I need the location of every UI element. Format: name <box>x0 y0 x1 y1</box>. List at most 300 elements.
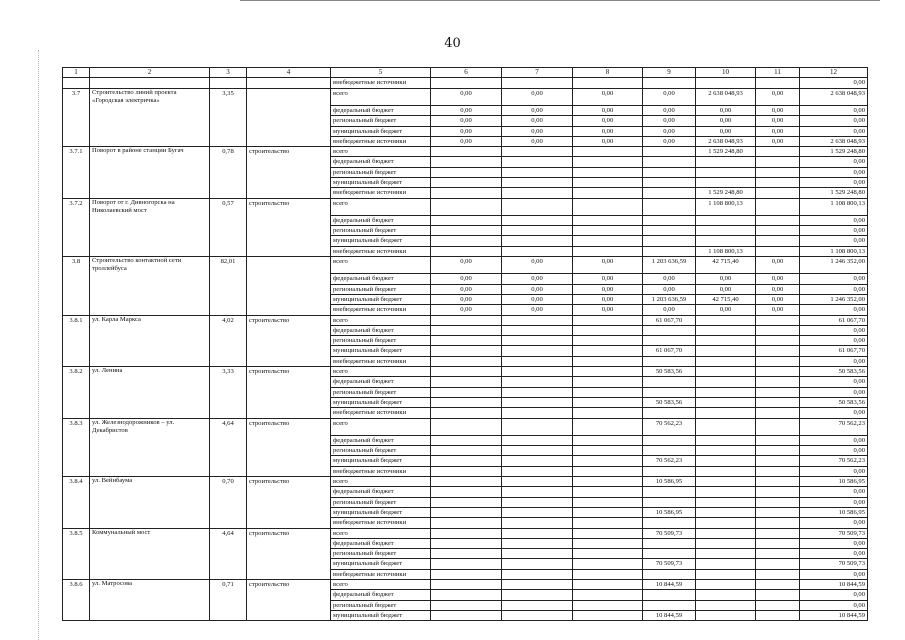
value-cell <box>502 315 573 325</box>
value-cell <box>573 346 643 356</box>
total-cell: 0,00 <box>800 518 868 528</box>
item-number-cell: 3.8 <box>63 257 90 274</box>
table-row <box>63 518 868 528</box>
value-cell <box>696 435 756 445</box>
length-cell: 0,70 <box>210 477 247 487</box>
value-cell <box>431 397 502 407</box>
value-cell <box>696 487 756 497</box>
value-cell <box>573 397 643 407</box>
table-row <box>63 497 868 507</box>
value-cell <box>756 236 800 246</box>
item-name-cell: ул. Вейнбаума <box>90 477 210 487</box>
table-row <box>63 590 868 600</box>
header-cell: 10 <box>696 68 756 78</box>
value-cell <box>431 157 502 167</box>
value-cell <box>696 559 756 569</box>
value-cell <box>696 507 756 517</box>
value-cell <box>696 167 756 177</box>
value-cell <box>573 336 643 346</box>
item-name-cell: ул. Железнодорожников – ул. Декабристов <box>90 418 210 435</box>
total-cell: 70 562,23 <box>800 418 868 435</box>
value-cell <box>573 538 643 548</box>
total-cell: 0,00 <box>800 305 868 315</box>
total-cell: 0,00 <box>800 466 868 476</box>
source-cell: всего <box>331 147 431 157</box>
value-cell <box>756 377 800 387</box>
total-cell: 0,00 <box>800 105 868 115</box>
source-cell: внебюджетные источники <box>331 408 431 418</box>
value-cell: 1 203 636,59 <box>643 257 696 274</box>
table-row <box>63 397 868 407</box>
total-cell: 0,00 <box>800 497 868 507</box>
value-cell: 0,00 <box>756 116 800 126</box>
value-cell <box>431 226 502 236</box>
value-cell <box>696 466 756 476</box>
value-cell <box>502 507 573 517</box>
value-cell <box>573 569 643 579</box>
value-cell <box>431 418 502 435</box>
work-type-cell: строительство <box>247 477 331 487</box>
value-cell <box>502 435 573 445</box>
value-cell <box>573 507 643 517</box>
value-cell <box>696 377 756 387</box>
value-cell <box>431 346 502 356</box>
value-cell <box>573 325 643 335</box>
value-cell: 42 715,40 <box>696 294 756 304</box>
source-cell: федеральный бюджет <box>331 487 431 497</box>
value-cell <box>573 549 643 559</box>
value-cell: 0,00 <box>502 284 573 294</box>
value-cell <box>573 580 643 590</box>
work-type-cell: строительство <box>247 580 331 590</box>
value-cell: 1 108 800,13 <box>696 198 756 215</box>
value-cell <box>431 325 502 335</box>
value-cell: 0,00 <box>431 126 502 136</box>
value-cell <box>573 387 643 397</box>
source-cell: региональный бюджет <box>331 549 431 559</box>
value-cell <box>756 507 800 517</box>
item-number-cell: 3.7.2 <box>63 198 90 215</box>
value-cell <box>431 188 502 198</box>
value-cell <box>643 435 696 445</box>
value-cell <box>502 177 573 187</box>
value-cell <box>431 456 502 466</box>
table-row <box>63 284 868 294</box>
value-cell <box>431 538 502 548</box>
value-cell <box>502 418 573 435</box>
value-cell <box>502 559 573 569</box>
header-cell: 11 <box>756 68 800 78</box>
value-cell <box>643 177 696 187</box>
table-row <box>63 435 868 445</box>
value-cell <box>573 198 643 215</box>
value-cell: 42 715,40 <box>696 257 756 274</box>
value-cell <box>643 518 696 528</box>
work-type-cell <box>247 88 331 105</box>
table-row <box>63 559 868 569</box>
value-cell: 61 067,70 <box>643 315 696 325</box>
source-cell: внебюджетные источники <box>331 356 431 366</box>
value-cell <box>643 198 696 215</box>
value-cell <box>573 466 643 476</box>
value-cell <box>696 518 756 528</box>
value-cell <box>756 600 800 610</box>
table-row <box>63 198 868 215</box>
table-row <box>63 167 868 177</box>
source-cell: всего <box>331 367 431 377</box>
value-cell: 0,00 <box>573 284 643 294</box>
total-cell: 0,00 <box>800 226 868 236</box>
table-row <box>63 177 868 187</box>
value-cell <box>573 246 643 256</box>
value-cell <box>573 167 643 177</box>
total-cell: 0,00 <box>800 116 868 126</box>
value-cell <box>643 356 696 366</box>
value-cell: 10 844,59 <box>643 580 696 590</box>
value-cell <box>431 610 502 620</box>
value-cell: 0,00 <box>643 126 696 136</box>
value-cell <box>502 538 573 548</box>
value-cell <box>502 147 573 157</box>
value-cell <box>431 377 502 387</box>
source-cell: муниципальный бюджет <box>331 397 431 407</box>
value-cell <box>502 600 573 610</box>
value-cell: 0,00 <box>573 88 643 105</box>
table-row <box>63 456 868 466</box>
value-cell <box>502 198 573 215</box>
value-cell <box>696 315 756 325</box>
length-cell: 4,64 <box>210 418 247 435</box>
value-cell: 0,00 <box>502 257 573 274</box>
value-cell <box>573 177 643 187</box>
value-cell <box>431 446 502 456</box>
value-cell <box>431 387 502 397</box>
value-cell: 2 638 048,93 <box>696 88 756 105</box>
total-cell: 0,00 <box>800 590 868 600</box>
table-row <box>63 538 868 548</box>
value-cell: 0,00 <box>502 116 573 126</box>
value-cell <box>431 477 502 487</box>
total-cell: 61 067,70 <box>800 315 868 325</box>
value-cell <box>756 466 800 476</box>
value-cell: 0,00 <box>573 136 643 146</box>
total-cell: 0,00 <box>800 387 868 397</box>
source-cell: федеральный бюджет <box>331 157 431 167</box>
value-cell <box>573 610 643 620</box>
value-cell <box>502 580 573 590</box>
total-cell: 0,00 <box>800 356 868 366</box>
value-cell: 0,00 <box>573 126 643 136</box>
header-cell: 8 <box>573 68 643 78</box>
value-cell <box>573 418 643 435</box>
table-row <box>63 487 868 497</box>
value-cell <box>643 600 696 610</box>
value-cell <box>573 236 643 246</box>
value-cell <box>502 236 573 246</box>
item-name-cell: ул. Ленина <box>90 367 210 377</box>
value-cell <box>643 157 696 167</box>
value-cell <box>643 466 696 476</box>
value-cell <box>502 325 573 335</box>
work-type-cell: строительство <box>247 198 331 215</box>
value-cell <box>696 177 756 187</box>
value-cell <box>502 377 573 387</box>
value-cell <box>431 569 502 579</box>
value-cell: 0,00 <box>696 126 756 136</box>
value-cell <box>643 446 696 456</box>
source-cell: внебюджетные источники <box>331 188 431 198</box>
item-number-cell: 3.8.3 <box>63 418 90 435</box>
total-cell: 0,00 <box>800 177 868 187</box>
source-cell: всего <box>331 257 431 274</box>
length-cell: 82,01 <box>210 257 247 274</box>
total-cell: 0,00 <box>800 408 868 418</box>
value-cell: 0,00 <box>573 294 643 304</box>
length-cell: 0,57 <box>210 198 247 215</box>
header-row <box>63 68 868 78</box>
value-cell <box>573 528 643 538</box>
item-number-cell: 3.8.4 <box>63 477 90 487</box>
value-cell <box>696 590 756 600</box>
table-row <box>63 446 868 456</box>
value-cell <box>696 397 756 407</box>
source-cell: муниципальный бюджет <box>331 294 431 304</box>
source-cell: всего <box>331 88 431 105</box>
value-cell <box>431 466 502 476</box>
value-cell <box>573 435 643 445</box>
total-cell: 0,00 <box>800 549 868 559</box>
table-row <box>63 305 868 315</box>
value-cell <box>696 325 756 335</box>
value-cell <box>756 528 800 538</box>
value-cell: 0,00 <box>573 274 643 284</box>
table-row <box>63 507 868 517</box>
total-cell: 0,00 <box>800 446 868 456</box>
value-cell <box>643 325 696 335</box>
source-cell: федеральный бюджет <box>331 538 431 548</box>
source-cell: всего <box>331 418 431 435</box>
value-cell: 0,00 <box>502 88 573 105</box>
value-cell <box>756 356 800 366</box>
total-cell: 10 844,59 <box>800 610 868 620</box>
source-cell: всего <box>331 477 431 487</box>
total-cell: 10 844,59 <box>800 580 868 590</box>
value-cell: 0,00 <box>502 136 573 146</box>
work-type-cell: строительство <box>247 315 331 325</box>
value-cell <box>756 518 800 528</box>
value-cell: 1 203 636,59 <box>643 294 696 304</box>
total-cell: 0,00 <box>800 435 868 445</box>
source-cell: региональный бюджет <box>331 167 431 177</box>
value-cell <box>573 377 643 387</box>
total-cell: 1 108 800,13 <box>800 246 868 256</box>
value-cell <box>756 336 800 346</box>
source-cell: муниципальный бюджет <box>331 126 431 136</box>
source-cell: муниципальный бюджет <box>331 177 431 187</box>
header-cell: 1 <box>63 68 90 78</box>
item-name-cell: Поворот от г. Дивногорска на Николаевский мост <box>90 198 210 215</box>
item-number-cell: 3.7.1 <box>63 147 90 157</box>
total-cell: 0,00 <box>800 236 868 246</box>
value-cell <box>573 446 643 456</box>
value-cell <box>431 356 502 366</box>
value-cell: 0,00 <box>756 136 800 146</box>
table-row <box>63 78 868 88</box>
source-cell: муниципальный бюджет <box>331 610 431 620</box>
value-cell <box>696 580 756 590</box>
value-cell: 0,00 <box>431 105 502 115</box>
source-cell: муниципальный бюджет <box>331 456 431 466</box>
source-cell: региональный бюджет <box>331 497 431 507</box>
value-cell: 0,00 <box>756 294 800 304</box>
total-cell: 50 583,56 <box>800 397 868 407</box>
value-cell <box>431 315 502 325</box>
value-cell <box>643 215 696 225</box>
source-cell: федеральный бюджет <box>331 215 431 225</box>
source-cell: федеральный бюджет <box>331 274 431 284</box>
source-cell: региональный бюджет <box>331 116 431 126</box>
budget-table <box>62 67 868 621</box>
value-cell <box>502 528 573 538</box>
source-cell: региональный бюджет <box>331 446 431 456</box>
value-cell <box>502 167 573 177</box>
value-cell: 2 638 048,93 <box>696 136 756 146</box>
table-row <box>63 157 868 167</box>
value-cell <box>573 590 643 600</box>
total-cell: 0,00 <box>800 274 868 284</box>
value-cell <box>756 346 800 356</box>
source-cell: региональный бюджет <box>331 336 431 346</box>
value-cell <box>502 408 573 418</box>
header-cell: 6 <box>431 68 502 78</box>
value-cell <box>756 549 800 559</box>
value-cell <box>643 188 696 198</box>
total-cell: 0,00 <box>800 569 868 579</box>
value-cell: 50 583,56 <box>643 367 696 377</box>
value-cell <box>502 397 573 407</box>
value-cell <box>431 167 502 177</box>
total-cell: 70 509,73 <box>800 528 868 538</box>
value-cell: 10 586,95 <box>643 507 696 517</box>
total-cell: 10 586,95 <box>800 507 868 517</box>
value-cell: 0,00 <box>756 257 800 274</box>
source-cell: региональный бюджет <box>331 600 431 610</box>
value-cell <box>431 549 502 559</box>
value-cell <box>696 157 756 167</box>
value-cell <box>502 387 573 397</box>
source-cell: всего <box>331 198 431 215</box>
value-cell <box>573 477 643 487</box>
source-cell: федеральный бюджет <box>331 435 431 445</box>
value-cell <box>573 315 643 325</box>
value-cell <box>756 477 800 487</box>
value-cell <box>431 336 502 346</box>
value-cell: 0,00 <box>756 284 800 294</box>
header-cell: 9 <box>643 68 696 78</box>
value-cell <box>756 559 800 569</box>
value-cell: 0,00 <box>431 284 502 294</box>
header-cell: 4 <box>247 68 331 78</box>
table-row <box>63 147 868 157</box>
value-cell: 0,00 <box>643 88 696 105</box>
value-cell <box>696 528 756 538</box>
source-cell: федеральный бюджет <box>331 377 431 387</box>
table-row <box>63 325 868 335</box>
source-cell: муниципальный бюджет <box>331 559 431 569</box>
table-row <box>63 215 868 225</box>
value-cell: 0,00 <box>696 284 756 294</box>
value-cell <box>756 456 800 466</box>
table-row <box>63 367 868 377</box>
value-cell <box>696 236 756 246</box>
value-cell <box>756 325 800 335</box>
value-cell <box>696 418 756 435</box>
value-cell <box>573 188 643 198</box>
length-cell: 3,33 <box>210 367 247 377</box>
table-row <box>63 105 868 115</box>
value-cell <box>431 507 502 517</box>
item-name-cell: Строительство контактной сети троллейбуса <box>90 257 210 274</box>
value-cell <box>431 215 502 225</box>
work-type-cell: строительство <box>247 528 331 538</box>
total-cell: 0,00 <box>800 325 868 335</box>
value-cell <box>502 466 573 476</box>
value-cell <box>696 497 756 507</box>
table-row <box>63 246 868 256</box>
table-row <box>63 477 868 487</box>
value-cell <box>573 600 643 610</box>
table-row <box>63 549 868 559</box>
item-number-cell: 3.8.2 <box>63 367 90 377</box>
value-cell <box>502 610 573 620</box>
value-cell <box>643 246 696 256</box>
value-cell <box>756 177 800 187</box>
value-cell <box>756 408 800 418</box>
value-cell <box>756 397 800 407</box>
page-number: 40 <box>444 36 461 51</box>
table-row <box>63 346 868 356</box>
total-cell: 2 638 048,93 <box>800 136 868 146</box>
table-row <box>63 408 868 418</box>
length-cell: 0,78 <box>210 147 247 157</box>
value-cell <box>756 580 800 590</box>
item-number-cell: 3.8.6 <box>63 580 90 590</box>
value-cell: 0,00 <box>756 105 800 115</box>
value-cell: 0,00 <box>756 305 800 315</box>
value-cell <box>502 215 573 225</box>
table-row <box>63 336 868 346</box>
value-cell: 70 509,73 <box>643 559 696 569</box>
value-cell <box>431 580 502 590</box>
value-cell: 70 562,23 <box>643 456 696 466</box>
source-cell: федеральный бюджет <box>331 590 431 600</box>
value-cell <box>696 569 756 579</box>
value-cell <box>502 336 573 346</box>
item-name-cell: ул. Матросова <box>90 580 210 590</box>
table-row <box>63 610 868 620</box>
value-cell <box>502 226 573 236</box>
value-cell <box>643 387 696 397</box>
total-cell: 0,00 <box>800 600 868 610</box>
value-cell <box>431 497 502 507</box>
value-cell: 0,00 <box>431 257 502 274</box>
table-row <box>63 528 868 538</box>
item-number-cell: 3.7 <box>63 88 90 105</box>
total-cell: 1 529 248,80 <box>800 147 868 157</box>
table-row <box>63 226 868 236</box>
value-cell <box>756 315 800 325</box>
value-cell <box>643 167 696 177</box>
